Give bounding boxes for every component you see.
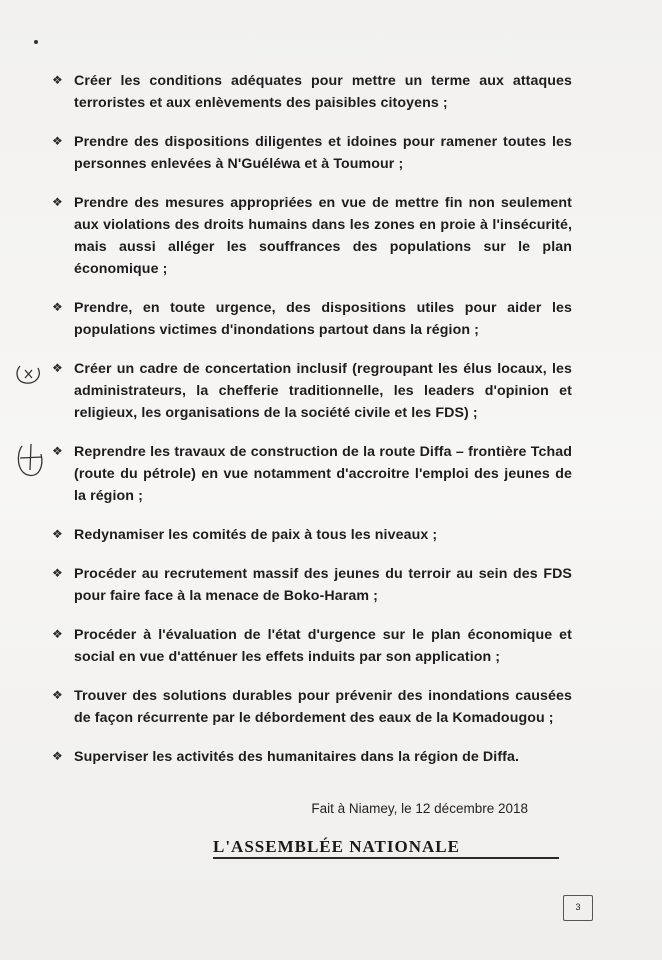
- list-item-text: Créer un cadre de concertation inclusif (regroupant les élus locaux, les administrateurs, la chefferie traditionnelle, les leaders d'opinion et religieux, les organisations de la société civile et les FDS) ;: [74, 361, 572, 421]
- page-number: 3: [575, 902, 581, 912]
- handwritten-plus-mark: [14, 440, 46, 480]
- list-item: [52, 624, 572, 668]
- list-item: [52, 685, 572, 729]
- list-item-text: Prendre des mesures appropriées en vue de mettre fin non seulement aux violations des droits humains dans les zones en proie à l'insécurité, mais aussi alléger les souffrances des populations sur le plan économique ;: [74, 195, 572, 277]
- handwritten-x-mark: [14, 362, 44, 386]
- diamond-bullet-icon: ❖: [52, 749, 63, 763]
- diamond-bullet-icon: ❖: [52, 195, 63, 209]
- diamond-bullet-icon: ❖: [52, 688, 63, 702]
- ink-dot: [34, 40, 38, 44]
- diamond-bullet-icon: ❖: [52, 566, 63, 580]
- list-item: [52, 358, 572, 424]
- list-item-text: Reprendre les travaux de construction de la route Diffa – frontière Tchad (route du pétrole) en vue notamment d'accroitre l'emploi des jeunes de la région ;: [74, 444, 572, 504]
- list-item: [52, 441, 572, 507]
- list-item: [52, 192, 572, 280]
- diamond-bullet-icon: ❖: [52, 444, 63, 458]
- diamond-bullet-icon: ❖: [52, 300, 63, 314]
- signatory-heading: L'ASSEMBLÉE NATIONALE: [213, 837, 460, 856]
- list-item-text: Prendre des dispositions diligentes et idoines pour ramener toutes les personnes enlevées à N'Guéléwa et à Toumour ;: [74, 134, 572, 172]
- list-item: [52, 746, 572, 768]
- list-item-text: Prendre, en toute urgence, des dispositions utiles pour aider les populations victimes d'inondations partout dans la région ;: [74, 300, 572, 338]
- list-item: [52, 297, 572, 341]
- list-item-text: Procéder à l'évaluation de l'état d'urgence sur le plan économique et social en vue d'atténuer les effets induits par son application ;: [74, 627, 572, 665]
- recommendations-list: [52, 70, 572, 785]
- list-item: [52, 563, 572, 607]
- list-item-text: Redynamiser les comités de paix à tous les niveaux ;: [74, 527, 438, 543]
- page-number-box: [563, 895, 593, 921]
- diamond-bullet-icon: ❖: [52, 627, 63, 641]
- diamond-bullet-icon: ❖: [52, 527, 63, 541]
- signatory-underline: [213, 857, 559, 859]
- place-date-line: Fait à Niamey, le 12 décembre 2018: [311, 801, 528, 816]
- list-item-text: Superviser les activités des humanitaires dans la région de Diffa.: [74, 749, 519, 765]
- diamond-bullet-icon: ❖: [52, 361, 63, 375]
- list-item: [52, 524, 572, 546]
- list-item: [52, 131, 572, 175]
- list-item-text: Procéder au recrutement massif des jeunes du terroir au sein des FDS pour faire face à la menace de Boko-Haram ;: [74, 566, 572, 604]
- list-item-text: Trouver des solutions durables pour prévenir des inondations causées de façon récurrente par le débordement des eaux de la Komadougou ;: [74, 688, 572, 726]
- list-item-text: Créer les conditions adéquates pour mettre un terme aux attaques terroristes et aux enlèvements des paisibles citoyens ;: [74, 73, 572, 111]
- diamond-bullet-icon: ❖: [52, 134, 63, 148]
- diamond-bullet-icon: ❖: [52, 73, 63, 87]
- list-item: [52, 70, 572, 114]
